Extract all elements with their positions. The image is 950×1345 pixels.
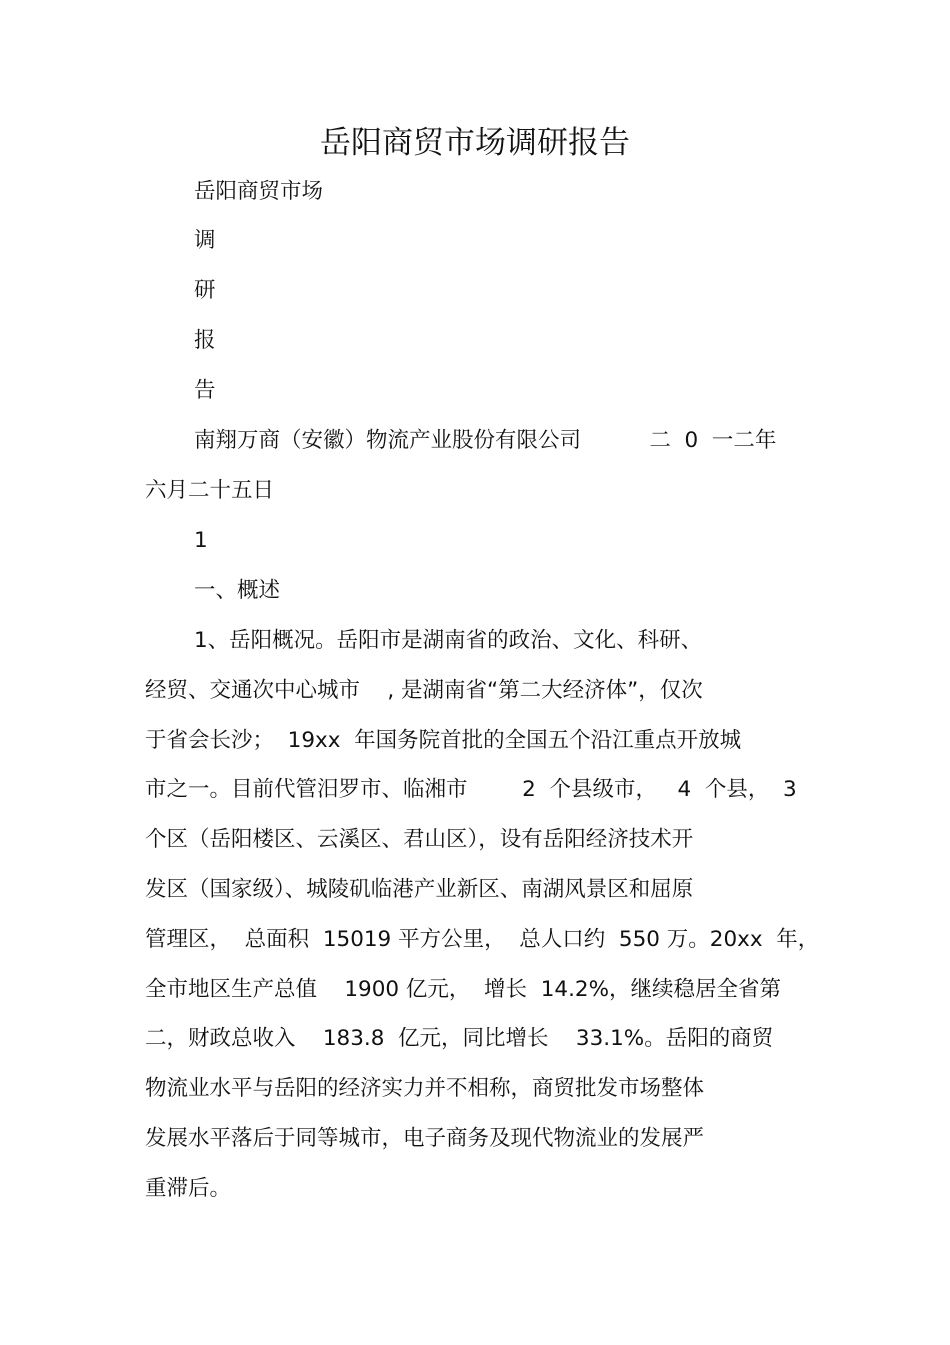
paragraph-line: 物流业水平与岳阳的经济实力并不相称，商贸批发市场整体 xyxy=(145,1076,705,1101)
paragraph-line: 个区（岳阳楼区、云溪区、君山区），设有岳阳经济技术开 xyxy=(145,827,694,852)
paragraph-line: 发展水平落后于同等城市，电子商务及现代物流业的发展严 xyxy=(145,1126,705,1151)
date-continuation: 六月二十五日 xyxy=(145,478,275,503)
cover-line-1: 岳阳商贸市场 xyxy=(194,179,324,204)
paragraph-line: 发区（国家级）、城陵矶临港产业新区、南湖风景区和屈原 xyxy=(145,877,694,902)
cover-line-2: 调 xyxy=(194,228,216,253)
paragraph-line: 市之一。目前代管汨罗市、临湘市 2 个县级市， 4 个县， 3 xyxy=(145,777,797,802)
page-number: 1 xyxy=(194,528,208,553)
paragraph-line: 二，财政总收入 183.8 亿元，同比增长 33.1%。岳阳的商贸 xyxy=(145,1026,774,1051)
paragraph-line: 全市地区生产总值 1900 亿元， 增长 14.2%，继续稳居全省第 xyxy=(145,977,782,1002)
paragraph-line: 管理区， 总面积 15019 平方公里， 总人口约 550 万。20xx 年， xyxy=(145,927,820,952)
cover-line-3: 研 xyxy=(194,278,216,303)
paragraph-line: 于省会长沙； 19xx 年国务院首批的全国五个沿江重点开放城 xyxy=(145,728,742,753)
paragraph-line: 经贸、交通次中心城市 , 是湖南省“第二大经济体”，仅次 xyxy=(145,678,703,703)
cover-line-5: 告 xyxy=(194,378,216,403)
section-heading: 一、概述 xyxy=(194,578,281,603)
paragraph-line: 1、岳阳概况。岳阳市是湖南省的政治、文化、科研、 xyxy=(194,628,703,653)
paragraph-line: 重滞后。 xyxy=(145,1176,232,1201)
document-title: 岳阳商贸市场调研报告 xyxy=(320,125,630,161)
company-date-line: 南翔万商（安徽）物流产业股份有限公司 二 0 一二年 xyxy=(194,428,777,453)
cover-line-4: 报 xyxy=(194,328,216,353)
